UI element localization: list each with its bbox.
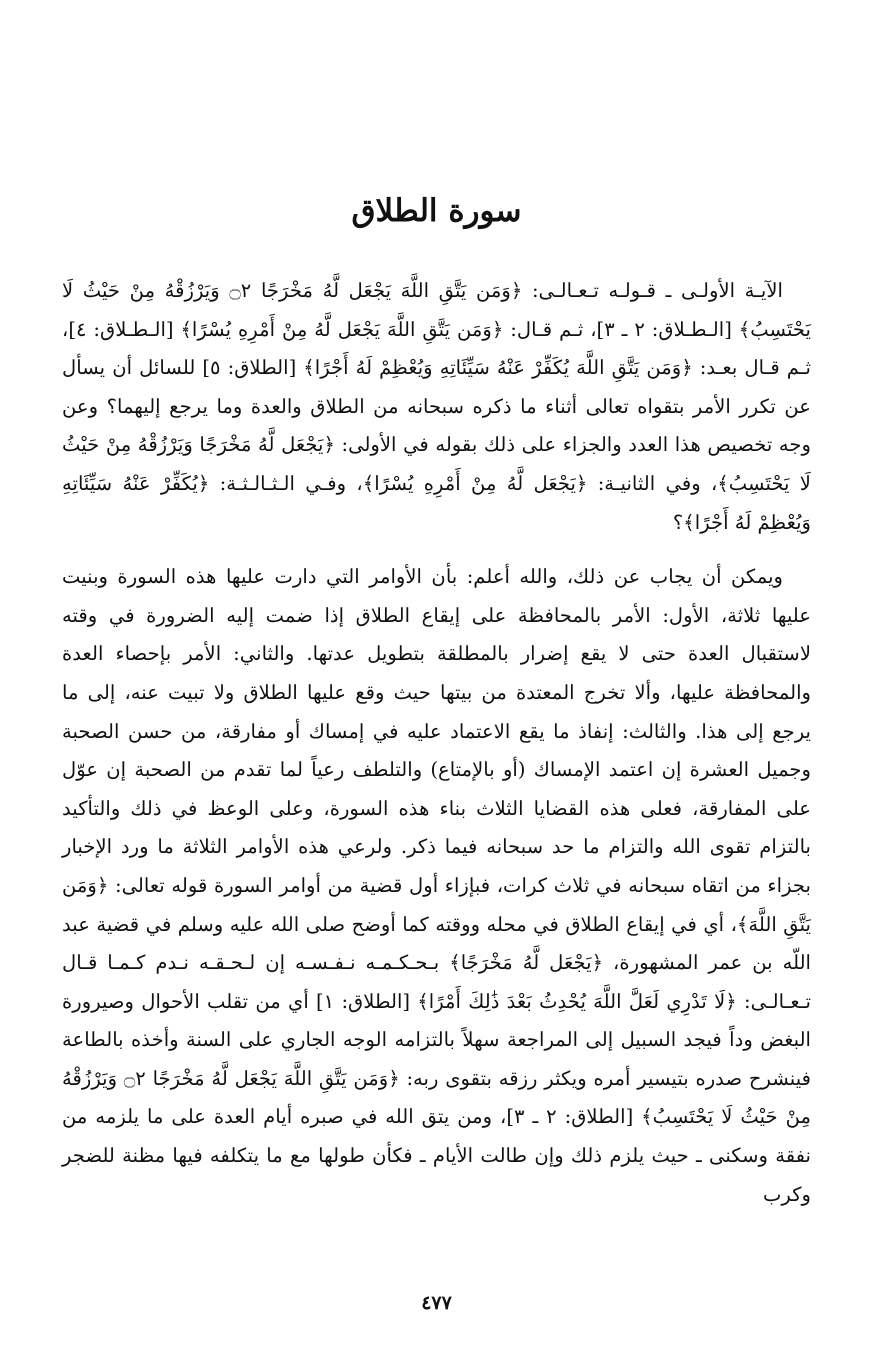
document-page [62, 0, 811, 1367]
paragraph-1: الآيـة الأولـى ـ قـولـه تـعـالـى: ﴿وَمَن يَتَّقِ اللَّهَ يَجْعَل لَّهُ مَخْرَجًا ۝٢ وَيَرْزُقْهُ مِنْ حَيْثُ لَا يَحْتَسِبُ﴾ [الـطـلاق: ٢ ـ ٣]، ثـم قـال: ﴿وَمَن يَتَّقِ اللَّهَ يَجْعَل لَّهُ مِنْ أَمْرِهِ يُسْرًا﴾ [الـطـلاق: ٤]، ثـم قـال بعـد: ﴿وَمَن يَتَّقِ اللَّهَ يُكَفِّرْ عَنْهُ سَيِّئَاتِهِ وَيُعْظِمْ لَهُ أَجْرًا﴾ [الطلاق: ٥] للسائل أن يسأل عن تكرر الأمر بتقواه تعالى أثناء ما ذكره سبحانه من الطلاق والعدة وما يرجع إليهما؟ وعن وجه تخصيص هذا العدد والجزاء على ذلك بقوله في الأولى: ﴿يَجْعَل لَّهُ مَخْرَجًا وَيَرْزُقْهُ مِنْ حَيْثُ لَا يَحْتَسِبُ﴾، وفي الثانيـة: ﴿يَجْعَل لَّهُ مِنْ أَمْرِهِ يُسْرًا﴾، وفـي الـثـالـثـة: ﴿يُكَفِّرْ عَنْهُ سَيِّئَاتِهِ وَيُعْظِمْ لَهُ أَجْرًا﴾؟ [62, 279, 812, 534]
paragraph-2: ويمكن أن يجاب عن ذلك، والله أعلم: بأن الأوامر التي دارت عليها هذه السورة وبنيت عليها ثلاثة، الأول: الأمر بالمحافظة على إيقاع الطلاق إذا ضمت إليه الضرورة في وقته لاستقبال العدة حتى لا يقع إضرار بالمطلقة بتطويل عدتها. والثاني: الأمر بإحصاء العدة والمحافظة عليها، وألا تخرج المعتدة من بيتها حيث وقع عليها الطلاق ولا تبيت عنه، إلى ما يرجع إلى هذا. والثالث: إنفاذ ما يقع الاعتماد عليه في إمساك أو مفارقة، من حسن الصحبة وجميل العشرة إن اعتمد الإمساك (أو بالإمتاع) والتلطف رعياً لما تقدم من الصحبة إن عوّل على المفارقة، فعلى هذه القضايا الثلاث بناء هذه السورة، وعلى الوعظ في ذلك والتأكيد بالتزام تقوى الله والتزام ما حد سبحانه فيما ذكر. ولرعي هذه الأوامر الثلاثة ما ورد الإخبار بجزاء من اتقاه سبحانه في ثلاث كرات، فبإزاء أول قضية من أوامر السورة قوله تعالى: ﴿وَمَن يَتَّقِ اللَّهَ﴾، أي في إيقاع الطلاق في محله ووقته كما أوضح صلى الله عليه وسلم في قضية عبد اللّه بن عمر المشهورة، ﴿يَجْعَل لَّهُ مَخْرَجًا﴾ بـحـكـمـه نـفـسـه إن لـحـقـه نـدم كـمـا قـال تـعـالـى: ﴿لَا تَدْرِي لَعَلَّ اللَّهَ يُحْدِثُ بَعْدَ ذَٰلِكَ أَمْرًا﴾ [الطلاق: ١] أي من تقلب الأحوال وصيرورة البغض وداً فيجد السبيل إلى المراجعة سهلاً بالتزامه الوجه الجاري على السنة وأخذه بالطاعة فينشرح صدره بتيسير أمره ويكثر رزقه بتقوى ربه: ﴿وَمَن يَتَّقِ اللَّهَ يَجْعَل لَّهُ مَخْرَجًا ۝٢ وَيَرْزُقْهُ مِنْ حَيْثُ لَا يَحْتَسِبُ﴾ [الطلاق: ٢ ـ ٣]، ومن يتق الله في صبره أيام العدة على ما يلزمه من نفقة وسكنى ـ حيث يلزم ذلك وإن طالت الأيام ـ فكأن طولها مع ما يتكلفه فيها مظنة للضجر وكرب [62, 565, 811, 1206]
page-title: سورة الطلاق [351, 193, 522, 229]
page-number: ٤٧٧ [421, 1292, 452, 1314]
body-text [62, 272, 811, 1214]
